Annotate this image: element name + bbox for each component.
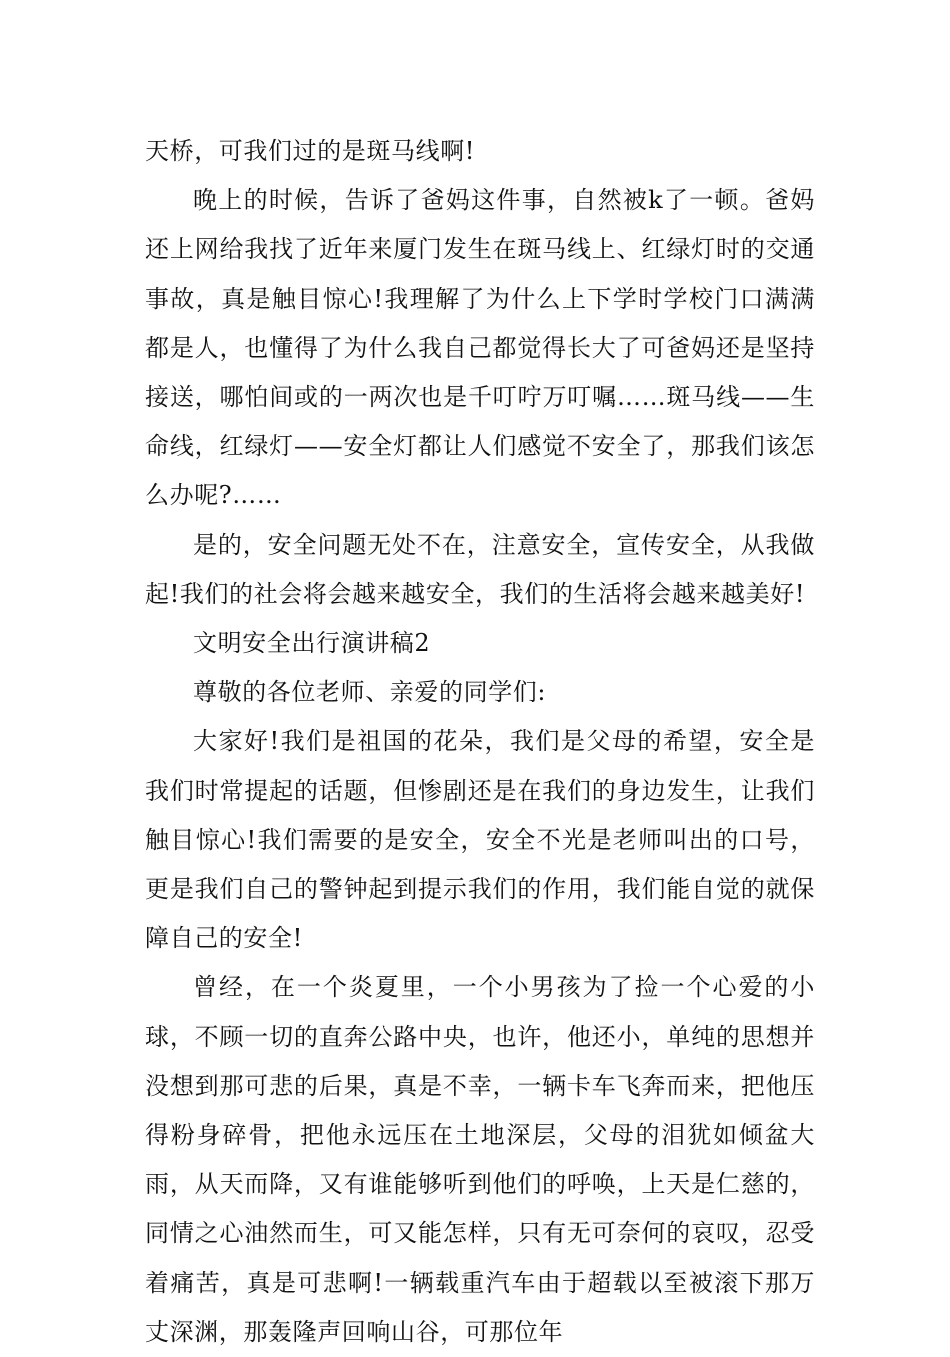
salutation: 尊敬的各位老师、亲爱的同学们: (193, 678, 547, 707)
section-heading: 文明安全出行演讲稿2 (193, 629, 431, 658)
paragraph: 曾经，在一个炎夏里，一个小男孩为了捡一个心爱的小球，不顾一切的直奔公路中央，也许，他还小，单纯的思想并没想到那可悲的后果，真是不幸，一辆卡车飞奔而来，把他压得粉身碎骨，把他永远压在土地深层，父母的泪犹如倾盆大雨，从天而降，又有谁能够听到他们的呼唤，上天是仁慈的，同情之心油然而生，可又能怎样，只有无可奈何的哀叹，忍受着痛苦，真是可悲啊!一辆载重汽车由于超载以至被滚下那万丈深渊，那轰隆声回响山谷，可那位年 (145, 973, 815, 1346)
document-body (145, 127, 815, 1357)
paragraph: 晚上的时候，告诉了爸妈这件事，自然被k了一顿。爸妈还上网给我找了近年来厦门发生在斑马线上、红绿灯时的交通事故，真是触目惊心!我理解了为什么上下学时学校门口满满都是人，也懂得了为什么我自己都觉得长大了可爸妈还是坚持接送，哪怕间或的一两次也是千叮咛万叮嘱……斑马线——生命线，红绿灯——安全灯都让人们感觉不安全了，那我们该怎么办呢?…… (145, 186, 815, 510)
paragraph: 是的，安全问题无处不在，注意安全，宣传安全，从我做起!我们的社会将会越来越安全，我们的生活将会越来越美好! (145, 530, 815, 608)
paragraph: 大家好!我们是祖国的花朵，我们是父母的希望，安全是我们时常提起的话题，但惨剧还是在我们的身边发生，让我们触目惊心!我们需要的是安全，安全不光是老师叫出的口号，更是我们自己的警钟起到提示我们的作用，我们能自觉的就保障自己的安全! (145, 727, 815, 953)
paragraph: 天桥，可我们过的是斑马线啊! (145, 137, 476, 165)
